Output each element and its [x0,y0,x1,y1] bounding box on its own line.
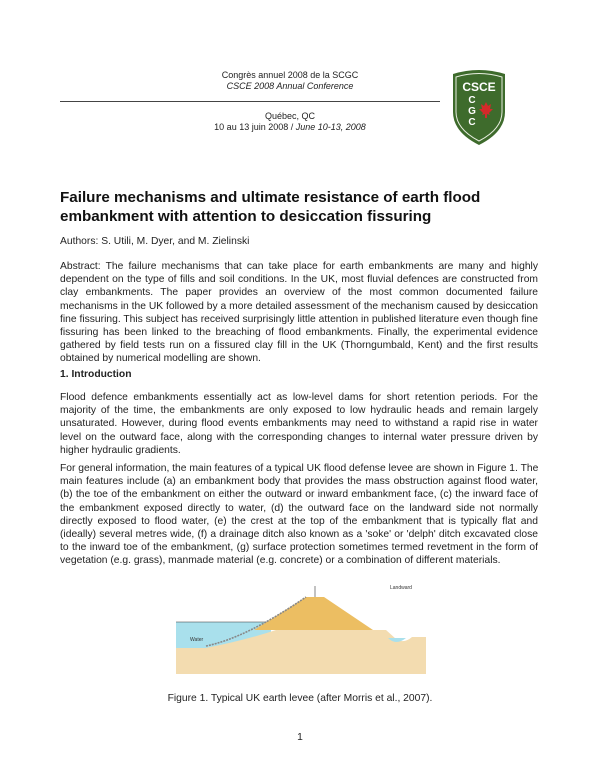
text-line: majority of the time, the embankments are only exposed to low hydraulic heads and remain largely [60,405,538,417]
conference-name-fr: Congrès annuel 2008 de la SCGC [221,70,359,80]
figure-label-landward: Landward [390,585,412,591]
text-line: (ideally) several metres wide, (f) a drainage ditch also known as a 'soke' or 'delph' ditch excavated close [60,528,538,540]
abstract [60,260,538,366]
dates-fr: 10 au 13 juin 2008 / [214,122,296,132]
conference-location: Québec, QC [264,111,316,121]
text-line: directly exposed to flood water, (e) the crest at the top of the embankment that is typically flat and [60,515,538,527]
text-line: fine fissuring. This subject has received surprisingly little attention in published literature even though fine [60,313,538,325]
text-line: to the inward toe of the embankment, (g) surface protection sometimes termed revetment in the form of [60,542,538,554]
text-line: obtained by numerical modelling are shown. [60,353,261,365]
svg-text:G: G [468,106,476,117]
csce-logo [450,68,508,146]
text-line: fissuring has been linked to the breaching of flood embankments. Finally, the experimental evidence [60,326,538,338]
title-line: Failure mechanisms and ultimate resistance of earth flood [60,189,481,206]
figure-caption: Figure 1. Typical UK earth levee (after Morris et al., 2007). [167,693,433,704]
embankment-body [254,597,373,630]
text-line: Abstract: The failure mechanisms that can take place for earth embankments are many and highly [60,261,538,272]
conference-name-en: CSCE 2008 Annual Conference [226,81,354,91]
paragraph-1 [60,391,538,457]
figure-label-water: Water [190,637,204,643]
text-line: the embankment exposed directly to water, (d) the outward face on the landward side not normally [60,502,538,514]
text-line: (b) the toe of the embankment on either the outward or inward embankment face, (c) the inward face of [60,489,538,501]
text-line: unsaturated. However, during flood events embankments may need to withstand a rapid rise in water [60,418,538,430]
text-line: Flood defence embankments essentially act as low-level dams for short retention periods. For the [60,392,538,403]
text-line: dependent on the type of fills and soil conditions. In the UK, most fluvial defences are constructed from [60,274,538,286]
header-rule [60,101,440,102]
page-number: 1 [297,732,303,743]
svg-text:C: C [468,117,476,128]
paragraph-2 [60,462,538,568]
text-line: higher hydraulic gradients. [60,444,181,456]
dates-en: June 10-13, 2008 [295,122,366,132]
text-line: For general information, the main features of a typical UK flood defense levee are shown in Figure 1. The [60,463,539,474]
section-heading-introduction: 1. Introduction [60,369,132,380]
authors: Authors: S. Utili, M. Dyer, and M. Zielinski [60,236,250,247]
levee-figure [176,564,426,682]
svg-text:CSCE: CSCE [462,80,496,94]
text-line: clay embankments. The paper provides an overview of the most common documented failure [60,287,538,299]
text-line: vegetation (e.g. grass), manmade material (e.g. concrete) or a combination of different materials. [60,555,501,567]
text-line: main features include (a) an embankment body that provides the mass obstruction against flood water, [60,476,538,488]
text-line: level on the outward face, along with the corresponding changes to internal water pressure driven by [60,431,538,443]
text-line: gathered by field tests run on a fissured clay fill in the UK (Thorngumbald, Kent) and the first results [60,340,538,352]
svg-text:C: C [468,95,476,106]
paper-title [60,189,480,226]
text-line: mechanisms in the UK followed by a more detailed assessment of the mechanism caused by desiccation [60,300,538,312]
conference-dates [140,122,440,132]
title-line: embankment with attention to desiccation fissuring [60,207,432,225]
